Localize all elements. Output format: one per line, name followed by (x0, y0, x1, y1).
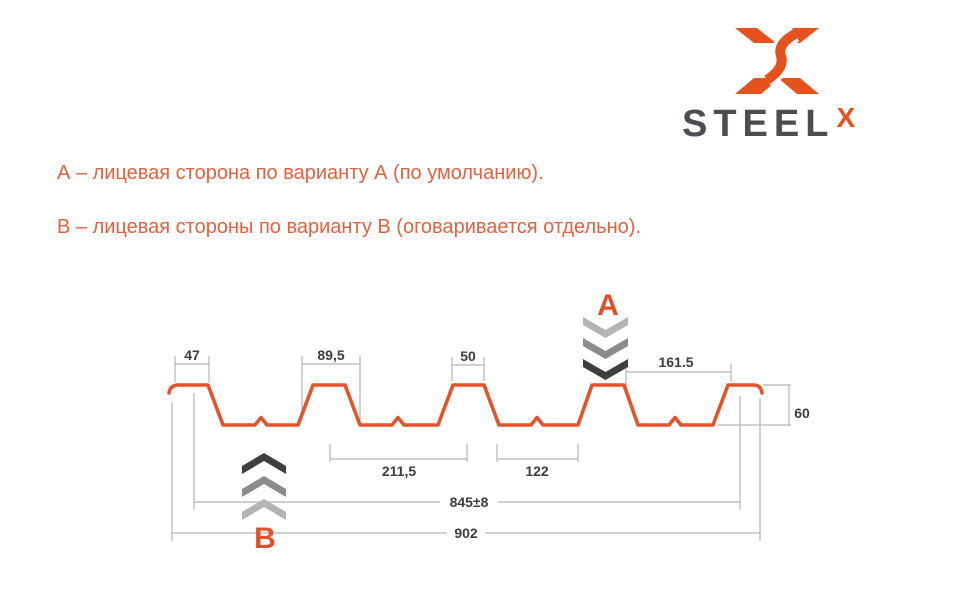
dim-845: 845±8 (449, 494, 489, 510)
dim-211-5: 211,5 (381, 463, 417, 479)
dim-89-5: 89,5 (317, 347, 345, 363)
legend-line-b: В – лицевая стороны по варианту В (оговаривается отдельно). (57, 216, 641, 238)
dim-47: 47 (184, 347, 200, 363)
sheet-profile-outline (169, 385, 762, 425)
dim-50: 50 (460, 348, 476, 364)
logo-wordmark-steel: STEEL (682, 103, 835, 145)
profile-diagram (0, 278, 970, 578)
chevron-up-icon (242, 453, 286, 474)
steelx-logo-icon (731, 26, 823, 96)
legend-line-a: А – лицевая сторона по варианту А (по умолчанию). (57, 162, 544, 184)
dim-161-5: 161.5 (658, 354, 694, 370)
dim-60: 60 (794, 405, 810, 421)
logo-arm-bottom-right (778, 78, 819, 94)
side-b-label: B (254, 522, 276, 555)
dim-122: 122 (525, 463, 549, 479)
chevron-down-icon (583, 338, 628, 359)
logo-wordmark-x: X (836, 102, 856, 133)
logo-arm-top-left (735, 28, 776, 43)
chevron-up-icon (242, 476, 286, 497)
side-a-marker (583, 289, 628, 380)
chevron-down-icon (583, 359, 628, 380)
side-b-marker (242, 453, 286, 555)
side-a-label: A (597, 289, 619, 322)
dim-902: 902 (454, 525, 478, 541)
logo-wordmark (682, 103, 922, 147)
